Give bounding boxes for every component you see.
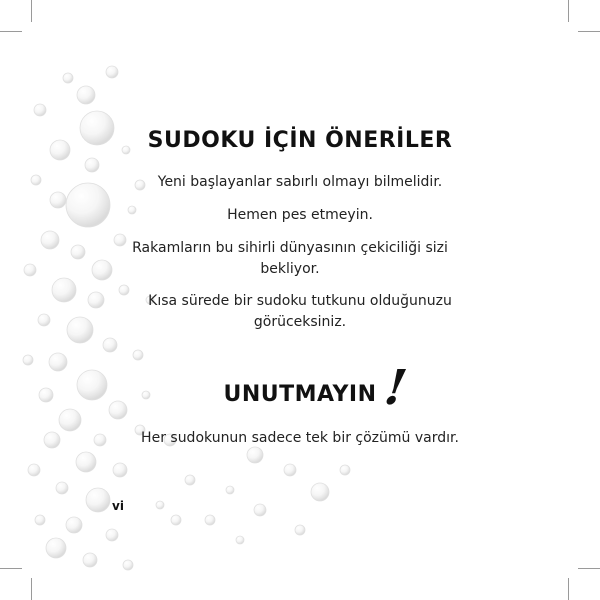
- remember-text: Her sudokunun sadece tek bir çözümü vardır.: [141, 430, 459, 446]
- remember-heading: [0, 360, 600, 416]
- exclamation-mark: !: [380, 360, 411, 416]
- tip-2: Hemen pes etmeyin.: [227, 207, 373, 223]
- tip-4: Kısa sürede bir sudoku tutkunu olduğunuzu görüceksiniz.: [148, 293, 452, 330]
- page-title: SUDOKU İÇİN ÖNERİLER: [147, 128, 453, 153]
- page-number: vi: [112, 499, 124, 513]
- tip-1: Yeni başlayanlar sabırlı olmayı bilmelidir.: [157, 174, 443, 190]
- remember-title-text: UNUTMAYIN: [223, 382, 377, 407]
- tip-3: Rakamların bu sihirli dünyasının çekiciliği sizi bekliyor.: [132, 240, 448, 277]
- remember-title: [223, 360, 411, 416]
